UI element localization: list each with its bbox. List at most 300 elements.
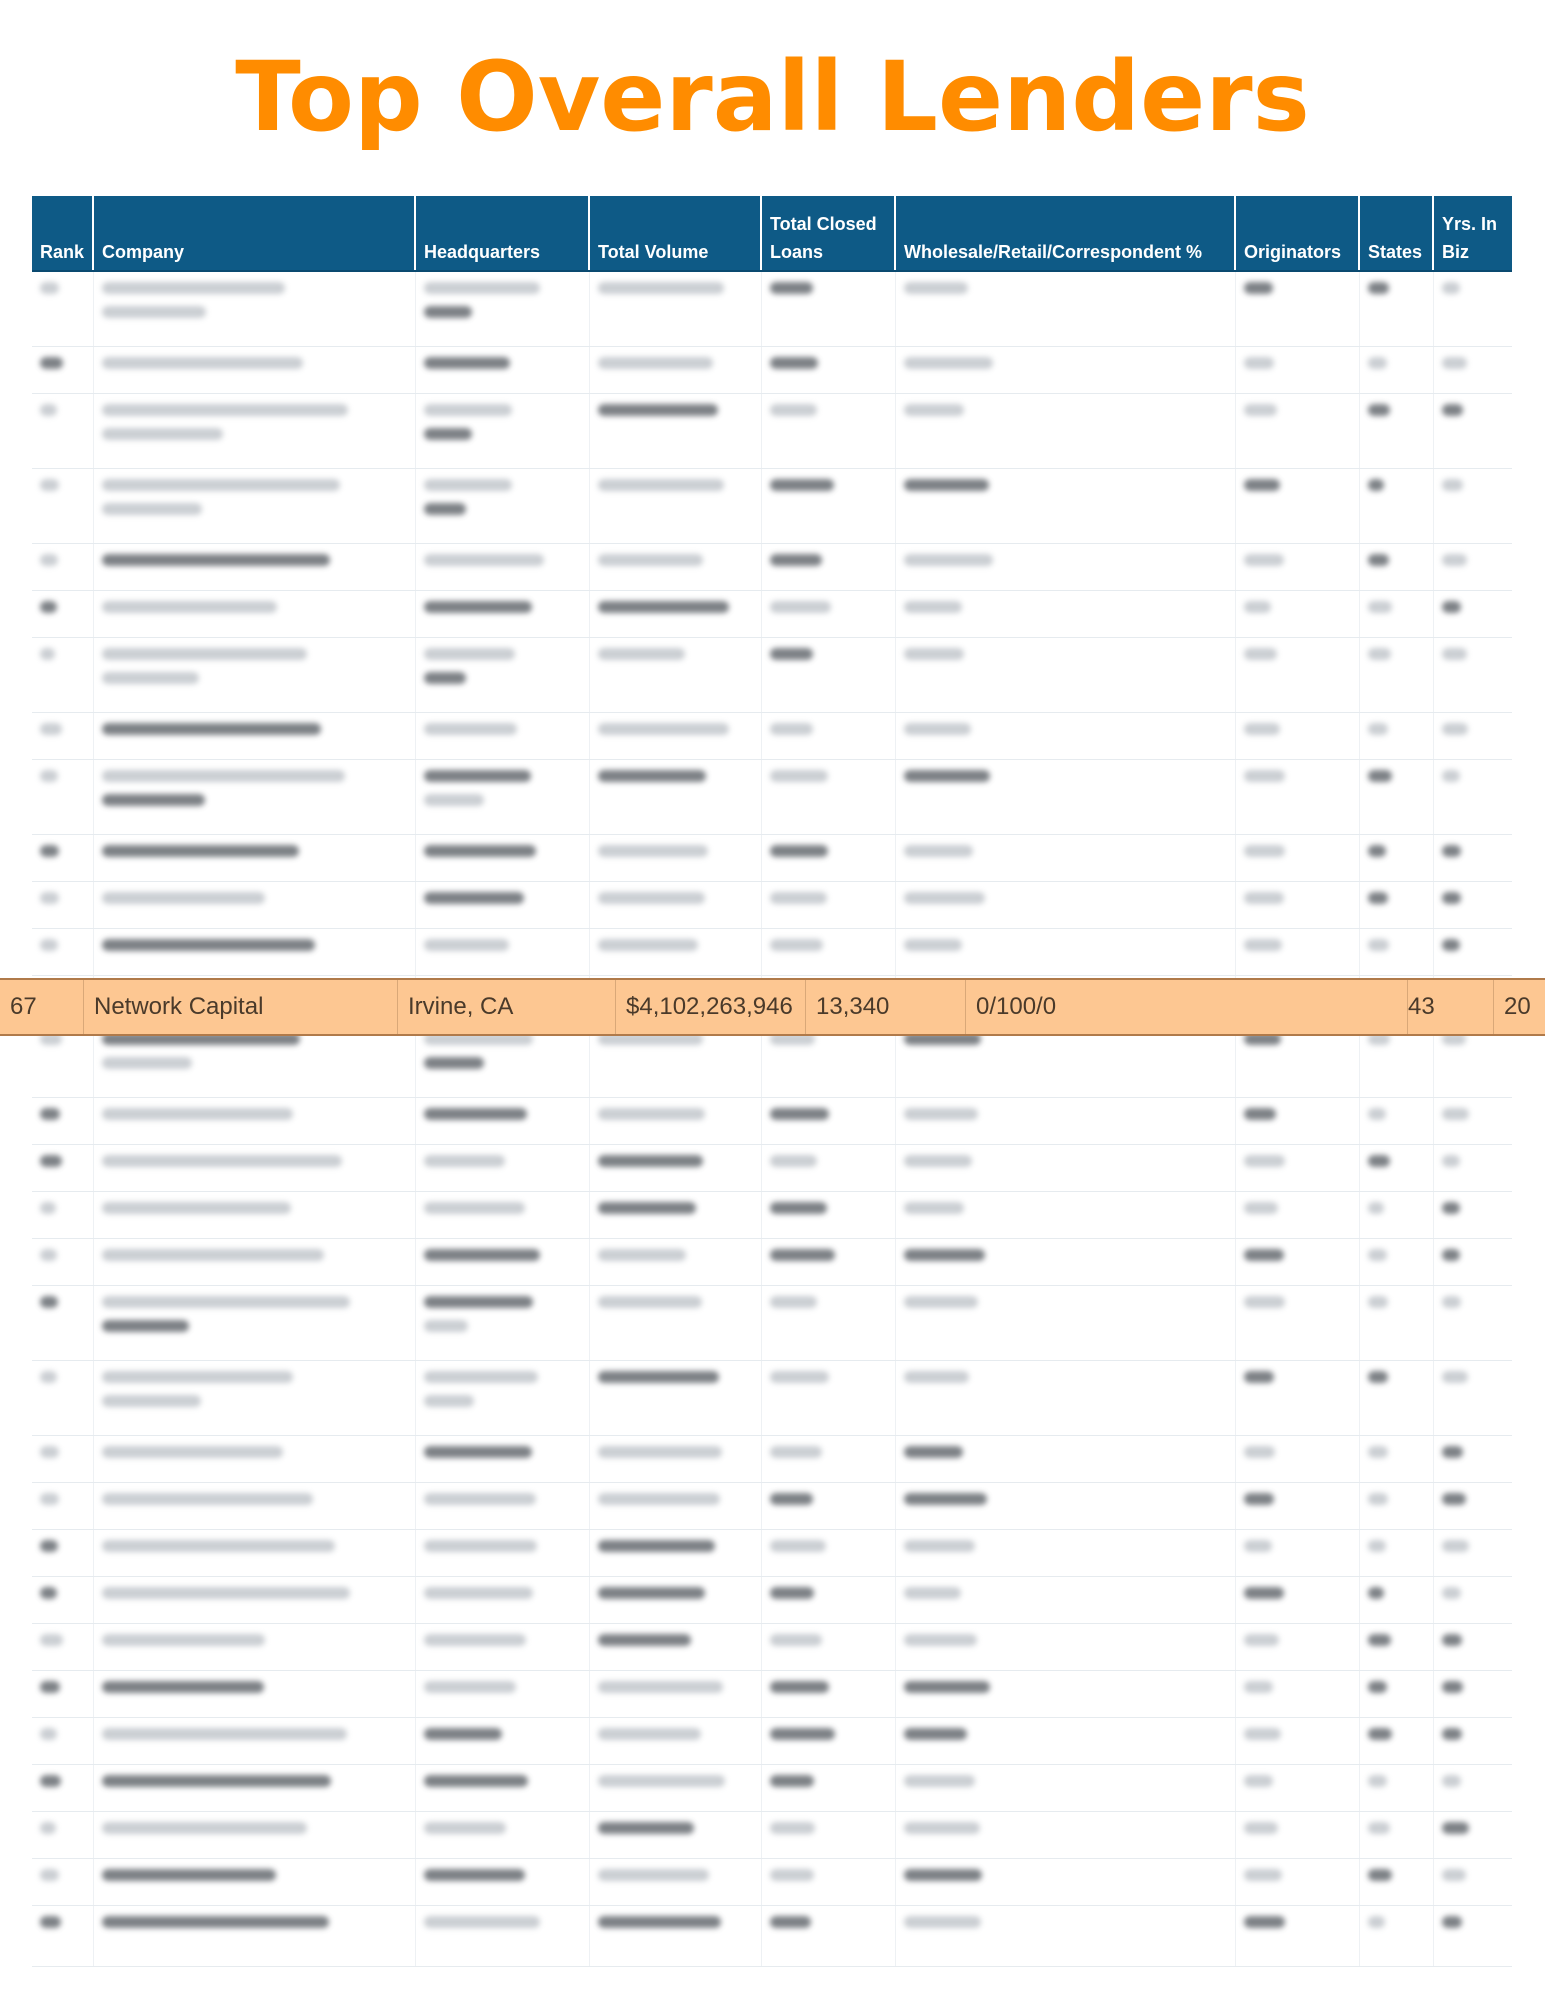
blurred-text — [1442, 892, 1461, 904]
table-cell — [416, 1192, 590, 1238]
table-cell — [896, 1483, 1236, 1529]
blurred-text — [1368, 845, 1386, 857]
blurred-text — [1244, 648, 1277, 660]
blurred-text — [1442, 1540, 1469, 1552]
table-cell — [590, 882, 762, 928]
table-cell — [590, 272, 762, 346]
blurred-text — [904, 282, 968, 294]
blurred-text — [424, 648, 515, 660]
table-cell — [1236, 638, 1360, 712]
blurred-text — [598, 554, 703, 566]
blurred-text — [424, 404, 512, 416]
table-cell — [896, 929, 1236, 975]
blurred-text — [770, 1728, 835, 1740]
table-cell — [590, 1577, 762, 1623]
blurred-text — [424, 1155, 505, 1167]
table-cell — [590, 591, 762, 637]
table-cell — [1360, 1812, 1434, 1858]
table-cell — [1236, 1483, 1360, 1529]
blurred-text — [770, 1371, 829, 1383]
blurred-text — [1368, 554, 1389, 566]
blurred-text — [904, 1634, 977, 1646]
table-row — [32, 591, 1512, 638]
blurred-text — [1442, 1446, 1463, 1458]
blurred-text — [1244, 479, 1280, 491]
blurred-text — [598, 1587, 705, 1599]
blurred-text — [770, 479, 834, 491]
blurred-text — [102, 845, 299, 857]
table-cell — [590, 1286, 762, 1360]
table-cell — [1434, 1624, 1512, 1670]
table-row — [32, 1483, 1512, 1530]
blurred-text — [102, 1869, 276, 1881]
table-cell — [32, 1286, 94, 1360]
table-cell — [94, 760, 416, 834]
table-cell — [896, 1859, 1236, 1905]
blurred-text — [904, 892, 985, 904]
blurred-text — [1368, 357, 1387, 369]
table-cell — [590, 713, 762, 759]
blurred-text — [1244, 1155, 1285, 1167]
blurred-text — [1442, 1202, 1460, 1214]
blurred-text — [102, 1202, 291, 1214]
table-cell — [1360, 544, 1434, 590]
blurred-text — [424, 892, 524, 904]
table-cell — [590, 835, 762, 881]
blurred-text — [424, 1916, 540, 1928]
header-total-closed-loans[interactable]: Total Closed Loans — [762, 196, 896, 270]
table-row — [32, 1671, 1512, 1718]
table-cell — [1236, 1192, 1360, 1238]
blurred-text — [904, 1108, 978, 1120]
table-cell — [32, 1530, 94, 1576]
blurred-text — [904, 1202, 964, 1214]
blurred-text — [1244, 1822, 1278, 1834]
table-cell — [32, 1812, 94, 1858]
table-body — [32, 272, 1512, 1967]
table-cell — [1236, 835, 1360, 881]
blurred-text — [598, 1108, 705, 1120]
blurred-text — [1368, 1296, 1388, 1308]
blurred-text — [40, 1634, 63, 1646]
table-cell — [94, 544, 416, 590]
blurred-text — [40, 1108, 60, 1120]
table-cell — [32, 394, 94, 468]
table-cell — [1236, 1145, 1360, 1191]
table-cell — [1434, 1530, 1512, 1576]
blurred-text — [1244, 1296, 1285, 1308]
blurred-text — [770, 404, 817, 416]
table-row — [32, 1812, 1512, 1859]
table-row — [32, 1765, 1512, 1812]
blurred-text — [40, 845, 59, 857]
table-cell — [590, 638, 762, 712]
table-cell — [1434, 1098, 1512, 1144]
table-row — [32, 1361, 1512, 1436]
blurred-text — [770, 1587, 814, 1599]
table-cell — [416, 1530, 590, 1576]
table-cell — [32, 1098, 94, 1144]
table-cell — [1360, 1239, 1434, 1285]
header-states[interactable]: States — [1360, 196, 1434, 270]
table-cell — [94, 347, 416, 393]
blurred-text — [102, 503, 202, 515]
table-row — [32, 1192, 1512, 1239]
blurred-text — [102, 282, 285, 294]
table-cell — [1360, 469, 1434, 543]
blurred-text — [1368, 1371, 1388, 1383]
table-cell — [896, 1906, 1236, 1966]
blurred-text — [1368, 648, 1391, 660]
table-cell — [1360, 1577, 1434, 1623]
table-cell — [590, 1239, 762, 1285]
blurred-text — [904, 845, 973, 857]
blurred-text — [102, 1493, 313, 1505]
blurred-text — [102, 1446, 283, 1458]
table-cell — [896, 1098, 1236, 1144]
table-cell — [32, 1483, 94, 1529]
blurred-text — [40, 1587, 57, 1599]
blurred-text — [770, 1249, 835, 1261]
table-cell — [416, 1577, 590, 1623]
table-cell — [896, 1239, 1236, 1285]
blurred-text — [1368, 1916, 1385, 1928]
table-cell — [1434, 1145, 1512, 1191]
table-cell — [896, 1718, 1236, 1764]
blurred-text — [1244, 1916, 1285, 1928]
table-cell — [1434, 1192, 1512, 1238]
blurred-text — [40, 404, 57, 416]
table-cell — [32, 544, 94, 590]
table-cell — [590, 394, 762, 468]
table-cell — [1236, 1671, 1360, 1717]
table-cell — [1236, 591, 1360, 637]
table-cell — [1360, 713, 1434, 759]
blurred-text — [1368, 1540, 1386, 1552]
table-cell — [896, 394, 1236, 468]
blurred-text — [102, 1108, 293, 1120]
blurred-text — [102, 1296, 350, 1308]
table-cell — [1434, 1239, 1512, 1285]
table-cell — [416, 760, 590, 834]
blurred-text — [40, 1869, 59, 1881]
table-cell — [590, 1483, 762, 1529]
blurred-text — [1244, 404, 1277, 416]
table-cell — [590, 1765, 762, 1811]
blurred-text — [102, 428, 223, 440]
table-cell — [1236, 394, 1360, 468]
table-cell — [32, 929, 94, 975]
blurred-text — [904, 1869, 982, 1881]
table-cell — [1360, 1436, 1434, 1482]
header-originators[interactable]: Originators — [1236, 196, 1360, 270]
table-cell — [896, 1765, 1236, 1811]
table-cell — [32, 882, 94, 928]
table-cell — [416, 1859, 590, 1905]
table-cell — [1236, 760, 1360, 834]
blurred-text — [1368, 1587, 1384, 1599]
table-cell — [1434, 1436, 1512, 1482]
blurred-text — [770, 1822, 815, 1834]
table-cell — [1236, 544, 1360, 590]
blurred-text — [424, 601, 532, 613]
table-cell — [416, 1812, 590, 1858]
header-company[interactable]: Company — [94, 196, 416, 270]
header-total-volume[interactable]: Total Volume — [590, 196, 762, 270]
blurred-text — [1244, 1108, 1276, 1120]
blurred-text — [1244, 1446, 1275, 1458]
blurred-text — [424, 723, 517, 735]
blurred-text — [1442, 1634, 1462, 1646]
highlight-rank: 67 — [0, 980, 84, 1034]
highlight-total-closed-loans: 13,340 — [806, 980, 966, 1034]
blurred-text — [1442, 648, 1467, 660]
table-cell — [32, 1765, 94, 1811]
blurred-text — [424, 554, 544, 566]
table-cell — [1434, 394, 1512, 468]
table-cell — [762, 638, 896, 712]
blurred-text — [102, 1916, 329, 1928]
table-cell — [762, 1671, 896, 1717]
blurred-text — [102, 479, 340, 491]
table-cell — [94, 1192, 416, 1238]
table-cell — [896, 544, 1236, 590]
header-yrs-in-biz[interactable]: Yrs. In Biz — [1442, 214, 1498, 262]
blurred-text — [1368, 1155, 1390, 1167]
blurred-text — [1244, 845, 1285, 857]
table-cell — [1360, 1765, 1434, 1811]
blurred-text — [770, 1869, 814, 1881]
table-row — [32, 1145, 1512, 1192]
table-cell — [94, 1286, 416, 1360]
blurred-text — [598, 1202, 696, 1214]
blurred-text — [770, 554, 822, 566]
blurred-text — [424, 503, 466, 515]
blurred-text — [1368, 770, 1392, 782]
table-cell — [762, 929, 896, 975]
table-cell — [94, 1765, 416, 1811]
blurred-text — [770, 1775, 814, 1787]
table-cell — [94, 713, 416, 759]
blurred-text — [598, 1634, 691, 1646]
blurred-text — [770, 1108, 829, 1120]
blurred-text — [904, 939, 962, 951]
table-cell — [762, 1859, 896, 1905]
header-rank[interactable]: Rank — [32, 196, 94, 270]
blurred-text — [598, 1371, 719, 1383]
blurred-text — [1442, 845, 1461, 857]
table-cell — [94, 835, 416, 881]
table-cell — [32, 272, 94, 346]
blurred-text — [1442, 939, 1460, 951]
blurred-text — [1442, 1249, 1460, 1261]
table-cell — [896, 591, 1236, 637]
blurred-text — [598, 357, 713, 369]
header-wholesale-retail-correspondent[interactable]: Wholesale/Retail/Correspondent % — [896, 196, 1236, 270]
table-cell — [1360, 1192, 1434, 1238]
table-cell — [590, 760, 762, 834]
table-row — [32, 835, 1512, 882]
table-cell — [1434, 760, 1512, 834]
blurred-text — [904, 554, 993, 566]
table-cell — [416, 1624, 590, 1670]
blurred-text — [1368, 939, 1389, 951]
header-headquarters[interactable]: Headquarters — [416, 196, 590, 270]
blurred-text — [102, 1249, 324, 1261]
table-cell — [32, 1361, 94, 1435]
blurred-text — [102, 554, 330, 566]
table-cell — [590, 1671, 762, 1717]
blurred-text — [102, 770, 345, 782]
blurred-text — [40, 479, 59, 491]
table-cell — [94, 272, 416, 346]
table-cell — [1360, 394, 1434, 468]
table-cell — [94, 1145, 416, 1191]
lenders-table — [32, 196, 1512, 1967]
blurred-text — [770, 282, 813, 294]
blurred-text — [1244, 1869, 1282, 1881]
table-cell — [1434, 1286, 1512, 1360]
blurred-text — [40, 892, 59, 904]
blurred-text — [598, 723, 729, 735]
table-cell — [762, 1624, 896, 1670]
table-cell — [896, 835, 1236, 881]
table-cell — [1360, 1098, 1434, 1144]
blurred-text — [40, 1296, 58, 1308]
table-cell — [896, 272, 1236, 346]
blurred-text — [102, 306, 206, 318]
blurred-text — [1368, 1728, 1392, 1740]
table-cell — [1434, 1671, 1512, 1717]
blurred-text — [424, 672, 466, 684]
blurred-text — [598, 892, 705, 904]
blurred-text — [770, 1155, 817, 1167]
blurred-text — [598, 1249, 686, 1261]
table-cell — [762, 544, 896, 590]
blurred-text — [904, 1540, 975, 1552]
blurred-text — [1368, 892, 1388, 904]
blurred-text — [1368, 1493, 1388, 1505]
blurred-text — [40, 554, 58, 566]
blurred-text — [424, 1057, 484, 1069]
blurred-text — [1442, 479, 1463, 491]
table-cell — [1434, 1577, 1512, 1623]
table-row — [32, 882, 1512, 929]
blurred-text — [598, 845, 708, 857]
table-cell — [590, 1624, 762, 1670]
table-cell — [1434, 272, 1512, 346]
table-cell — [762, 1812, 896, 1858]
table-cell — [32, 638, 94, 712]
blurred-text — [598, 770, 706, 782]
blurred-text — [40, 1249, 57, 1261]
blurred-text — [1244, 1540, 1272, 1552]
table-cell — [416, 882, 590, 928]
blurred-text — [598, 1916, 721, 1928]
blurred-text — [904, 1493, 987, 1505]
table-cell — [1434, 1859, 1512, 1905]
table-cell — [32, 760, 94, 834]
blurred-text — [424, 1728, 502, 1740]
blurred-text — [40, 1728, 57, 1740]
table-cell — [94, 1812, 416, 1858]
table-cell — [94, 1530, 416, 1576]
blurred-text — [598, 1493, 720, 1505]
table-cell — [1434, 347, 1512, 393]
table-cell — [590, 1906, 762, 1966]
blurred-text — [40, 939, 58, 951]
table-cell — [762, 1765, 896, 1811]
blurred-text — [102, 357, 303, 369]
blurred-text — [1442, 1869, 1466, 1881]
blurred-text — [1244, 1634, 1279, 1646]
blurred-text — [40, 357, 63, 369]
blurred-text — [424, 1775, 528, 1787]
table-cell — [1434, 1812, 1512, 1858]
blurred-text — [1442, 723, 1468, 735]
blurred-text — [904, 1249, 985, 1261]
table-cell — [416, 394, 590, 468]
blurred-text — [770, 648, 813, 660]
table-cell — [1360, 1145, 1434, 1191]
table-cell — [416, 1145, 590, 1191]
table-cell — [590, 1145, 762, 1191]
table-cell — [1360, 1361, 1434, 1435]
blurred-text — [598, 1775, 725, 1787]
blurred-text — [1442, 357, 1467, 369]
blurred-text — [424, 1869, 525, 1881]
blurred-text — [102, 404, 348, 416]
blurred-text — [424, 1108, 527, 1120]
blurred-text — [598, 939, 698, 951]
highlighted-row[interactable] — [0, 978, 1545, 1036]
blurred-text — [1442, 1296, 1461, 1308]
blurred-text — [424, 1681, 516, 1693]
table-cell — [590, 347, 762, 393]
blurred-text — [102, 1395, 201, 1407]
blurred-text — [424, 1249, 540, 1261]
table-cell — [416, 272, 590, 346]
blurred-text — [1442, 1371, 1468, 1383]
table-cell — [590, 929, 762, 975]
blurred-text — [424, 428, 472, 440]
blurred-text — [770, 1493, 813, 1505]
table-row — [32, 272, 1512, 347]
blurred-text — [1244, 601, 1271, 613]
blurred-text — [770, 723, 813, 735]
table-cell — [1236, 1859, 1360, 1905]
blurred-text — [1368, 404, 1390, 416]
blurred-text — [1368, 479, 1384, 491]
blurred-text — [1368, 601, 1392, 613]
blurred-text — [1368, 1775, 1387, 1787]
blurred-text — [40, 1155, 62, 1167]
table-cell — [762, 713, 896, 759]
table-cell — [590, 1530, 762, 1576]
blurred-text — [1442, 601, 1461, 613]
table-row — [32, 544, 1512, 591]
blurred-text — [102, 1681, 264, 1693]
table-row — [32, 1624, 1512, 1671]
table-cell — [762, 1718, 896, 1764]
table-cell — [1236, 1436, 1360, 1482]
table-cell — [1434, 882, 1512, 928]
blurred-text — [1442, 1728, 1462, 1740]
table-cell — [1434, 469, 1512, 543]
table-cell — [1360, 929, 1434, 975]
table-cell — [762, 1145, 896, 1191]
table-row — [32, 1530, 1512, 1577]
